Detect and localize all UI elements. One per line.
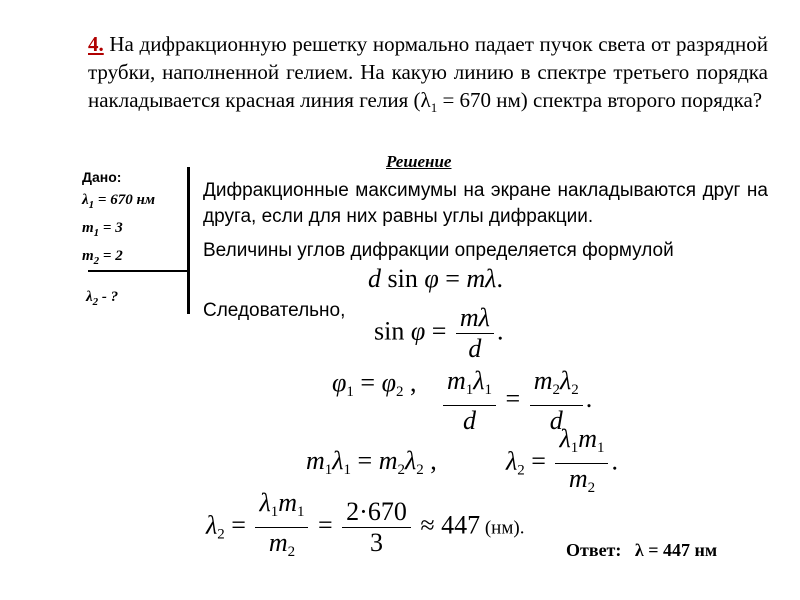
problem-statement <box>88 30 768 122</box>
given-row-1 <box>82 189 182 217</box>
problem-number: 4. <box>88 32 104 56</box>
find-sub: 2 <box>92 296 99 308</box>
find-row <box>86 289 118 308</box>
formula-lambda2: $\lambda_2$ = $\frac{\lambda_1m_1}{m_2}$ . <box>506 424 618 496</box>
result-unit: (нм). <box>480 517 525 539</box>
given-sym: m <box>82 248 94 264</box>
formula-sine: sin φ = $\frac{m\lambda}{d}$ . <box>374 303 504 363</box>
answer-label: Ответ: <box>566 540 622 560</box>
result-value: 447 <box>441 510 481 540</box>
given-row-2 <box>82 217 182 245</box>
answer-value: λ = 447 нм <box>634 540 718 560</box>
given-sub: 1 <box>93 227 100 239</box>
given-divider <box>88 270 188 272</box>
problem-text-end: = 670 нм) спектра второго порядка? <box>437 88 763 112</box>
solution-title: Решение <box>386 152 452 171</box>
given-separator <box>187 167 190 314</box>
given-sub: 1 <box>88 199 95 211</box>
answer <box>566 540 717 561</box>
find-val: - ? <box>98 289 119 305</box>
solution-paragraph-2: Величины углов дифракции определяется формулой <box>203 240 674 261</box>
formula-equal-angles: $\varphi_1 = \varphi_2$ , <box>332 368 417 400</box>
given-val: = 3 <box>99 220 123 236</box>
solution-paragraph-1: Дифракционные максимумы на экране накладываются друг на друга, если для них равны углы дифракции. <box>203 180 768 227</box>
given-val: = 670 нм <box>94 192 156 208</box>
given-row-3 <box>82 245 182 273</box>
formula-grating: d sin φ = mλ. <box>368 264 503 293</box>
formula-final: $\lambda_2$ = $\frac{\lambda_1m_1}{m_2}$ = $\frac{2\cdot 670}{3}$ ≈ 447 (нм). <box>206 488 525 560</box>
given-val: = 2 <box>99 248 123 264</box>
given-title: Дано: <box>82 169 122 185</box>
lambda-index: 1 <box>430 100 438 116</box>
given-sym: m <box>82 220 94 236</box>
find-sym: λ <box>86 289 93 305</box>
given-sym: λ <box>82 192 89 208</box>
formula-products: $m_1\lambda_1 = m_2\lambda_2$ , <box>306 446 437 478</box>
lambda-symbol: λ <box>420 88 431 112</box>
solution-paragraph-3: Следовательно, <box>203 300 346 321</box>
problem-text: На дифракционную решетку нормально падает пучок света от разрядной трубки, наполненной гелием. На какую линию в спектре третьего порядка накладывается красная линия гелия ( <box>88 32 768 112</box>
given-block <box>82 166 182 273</box>
given-sub: 2 <box>93 255 100 267</box>
formula-ratio: $\frac{m_1\lambda_1}{d}$ = $\frac{m_2\lambda_2}{d}$ . <box>440 366 592 436</box>
